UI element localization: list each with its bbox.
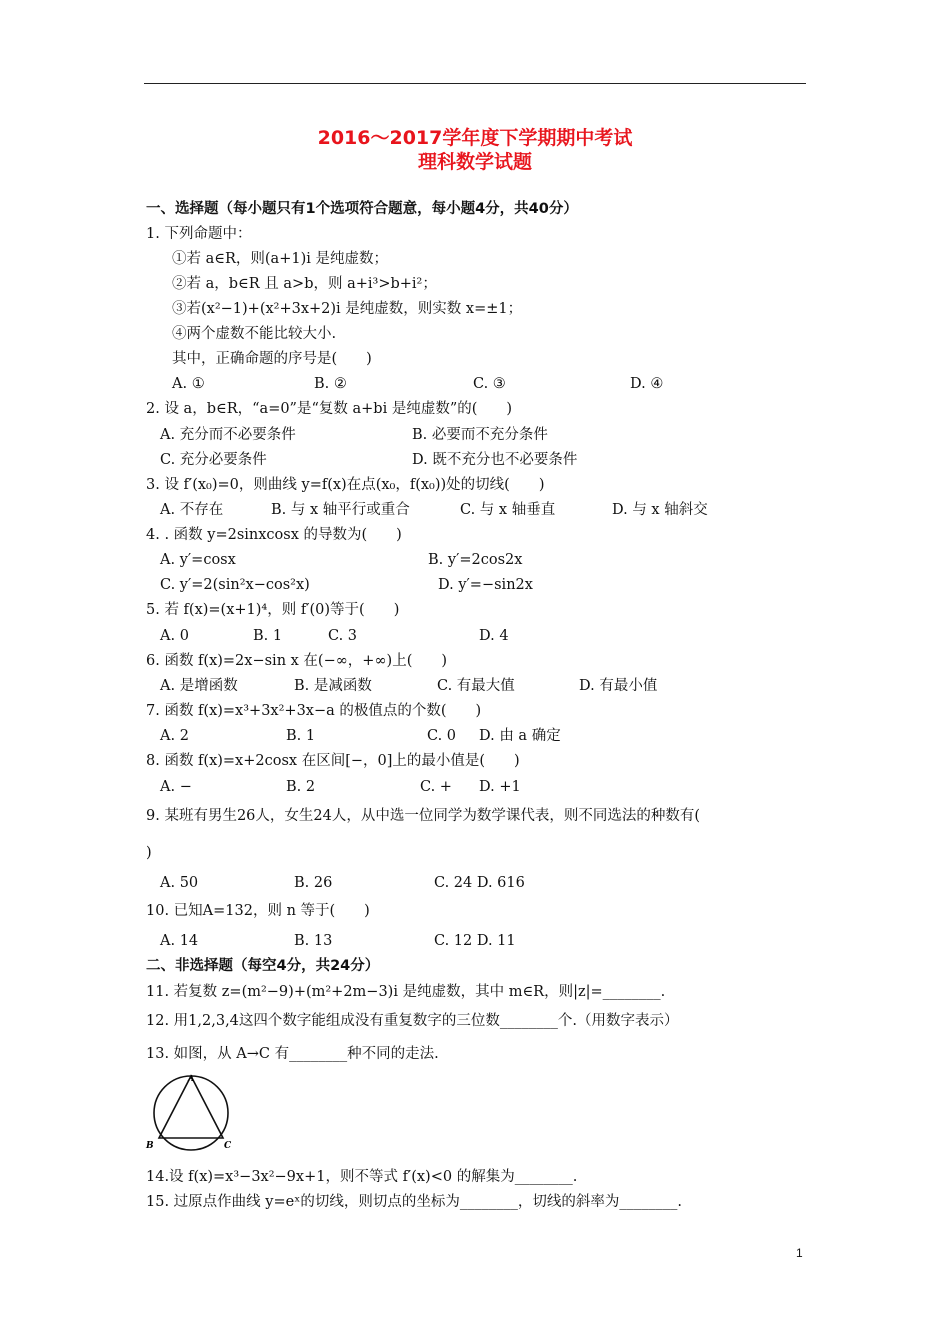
figure-label-b: B [146,1141,154,1151]
exam-subtitle: 理科数学试题 [417,151,532,173]
question-15-stem: 15. 过原点作曲线 y=eˣ的切线，则切点的坐标为________，切线的斜率为________. [146,1194,682,1210]
question-5-stem: 5. 若 f(x)=(x+1)⁴，则 f′(0)等于( ) [146,602,400,618]
question-13-stem: 13. 如图，从 A→C 有________种不同的走法. [146,1046,439,1062]
question-4-option-a: A. y′=cosx [160,552,236,568]
question-5-option-a: A. 0 [160,628,189,644]
question-7-option-b: B. 1 [286,728,316,744]
question-6-stem: 6. 函数 f(x)=2x−sin x 在(−∞，+∞)上( ) [146,653,448,669]
question-8-option-c: C. + [420,779,452,795]
question-9-stem-continued: ) [146,845,152,861]
question-7-option-d: D. 由 a 确定 [479,728,561,744]
section-heading-open: 二、非选择题（每空4分，共24分） [146,958,380,974]
question-9-option-b: B. 26 [294,875,333,891]
question-6-option-b: B. 是减函数 [294,678,372,694]
circle-triangle-figure [144,1072,240,1156]
question-3-option-a: A. 不存在 [160,502,224,518]
question-1-ask: 其中，正确命题的序号是( ) [172,351,372,367]
question-6-option-c: C. 有最大值 [437,678,515,694]
question-5-option-b: B. 1 [253,628,283,644]
question-1-option-b: B. ② [314,376,347,392]
question-10-option-b: B. 13 [294,933,333,949]
question-3-option-c: C. 与 x 轴垂直 [460,502,556,518]
question-9-option-a: A. 50 [160,875,199,891]
question-9-option-cd: C. 24 D. 616 [434,875,525,891]
question-7-option-a: A. 2 [160,728,189,744]
question-8-option-d: D. +1 [479,779,521,795]
question-11-stem: 11. 若复数 z=(m²−9)+(m²+2m−3)i 是纯虚数，其中 m∈R，则|z|=________. [146,984,666,1000]
question-2-stem: 2. 设 a，b∈R，“a=0”是“复数 a+bi 是纯虚数”的( ) [146,401,513,417]
question-12-stem: 12. 用1,2,3,4这四个数字能组成没有重复数字的三位数________个.（用数字表示） [146,1013,679,1029]
figure-label-c: C [224,1141,232,1151]
question-7-stem: 7. 函数 f(x)=x³+3x²+3x−a 的极值点的个数( ) [146,703,482,719]
question-5-option-c: C. 3 [328,628,358,644]
question-10-stem: 10. 已知A=132，则 n 等于( ) [146,903,370,919]
question-1-proposition-4: ④两个虚数不能比较大小. [172,326,337,342]
question-4-option-c: C. y′=2(sin²x−cos²x) [160,577,310,593]
question-3-option-d: D. 与 x 轴斜交 [612,502,708,518]
question-1-option-d: D. ④ [630,376,664,392]
question-9-stem: 9. 某班有男生26人，女生24人，从中选一位同学为数学课代表，则不同选法的种数有( [146,808,700,824]
question-2-option-c: C. 充分必要条件 [160,452,267,468]
question-4-stem: 4. . 函数 y=2sinxcosx 的导数为( ) [146,527,402,543]
question-4-option-d: D. y′=−sin2x [438,577,533,593]
question-7-option-c: C. 0 [427,728,457,744]
question-14-stem: 14.设 f(x)=x³−3x²−9x+1，则不等式 f′(x)<0 的解集为________. [146,1169,578,1185]
exam-title: 2016～2017学年度下学期期中考试 [317,127,633,149]
figure-circle [154,1076,228,1150]
page-number: 1 [796,1246,803,1260]
question-2-option-d: D. 既不充分也不必要条件 [412,452,578,468]
question-2-option-a: A. 充分而不必要条件 [160,427,296,443]
figure-label-a: A [188,1073,195,1083]
question-5-option-d: D. 4 [479,628,509,644]
header-rule [144,83,806,84]
question-2-option-b: B. 必要而不充分条件 [412,427,548,443]
question-4-option-b: B. y′=2cos2x [428,552,523,568]
question-1-proposition-2: ②若 a，b∈R 且 a>b，则 a+i³>b+i²； [172,276,437,292]
question-1-proposition-3: ③若(x²−1)+(x²+3x+2)i 是纯虚数，则实数 x=±1； [172,301,523,317]
question-10-option-a: A. 14 [160,933,199,949]
question-3-option-b: B. 与 x 轴平行或重合 [271,502,410,518]
question-1-proposition-1: ①若 a∈R，则(a+1)i 是纯虚数； [172,251,388,267]
question-1-option-a: A. ① [172,376,205,392]
figure-triangle [159,1076,223,1138]
question-8-option-a: A. − [160,779,192,795]
question-1-option-c: C. ③ [473,376,506,392]
question-10-option-cd: C. 12 D. 11 [434,933,516,949]
question-6-option-d: D. 有最小值 [579,678,658,694]
question-6-option-a: A. 是增函数 [160,678,238,694]
question-3-stem: 3. 设 f′(x₀)=0，则曲线 y=f(x)在点(x₀，f(x₀))处的切线( ) [146,477,545,493]
section-heading-choice: 一、选择题（每小题只有1个选项符合题意，每小题4分，共40分） [146,201,578,217]
question-8-option-b: B. 2 [286,779,316,795]
question-8-stem: 8. 函数 f(x)=x+2cosx 在区间[−，0]上的最小值是( ) [146,753,520,769]
question-1-stem: 1. 下列命题中： [146,226,252,242]
